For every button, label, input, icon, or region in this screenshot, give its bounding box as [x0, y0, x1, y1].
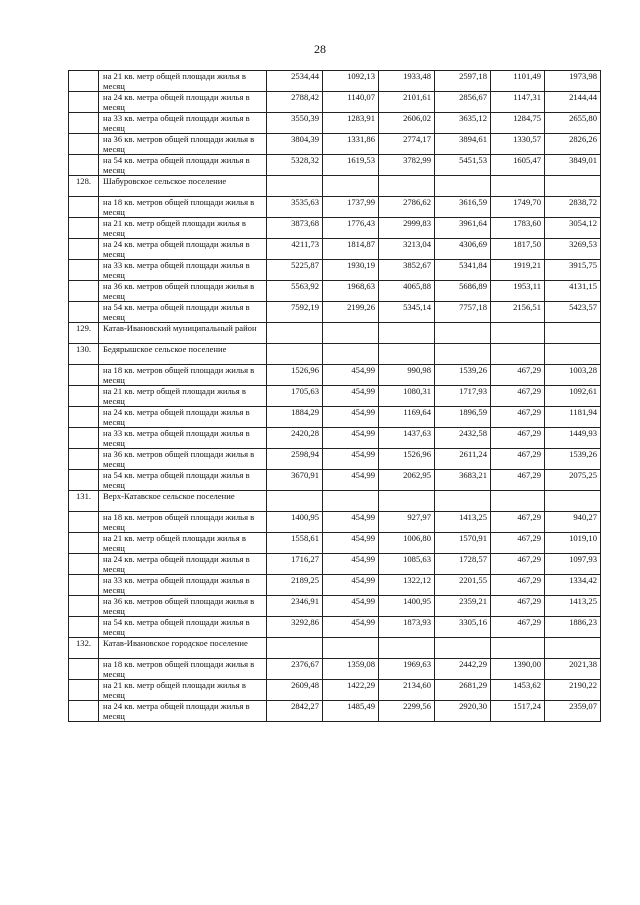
table-row: [69, 218, 601, 239]
row-label: Бедярышское сельское поселение: [99, 344, 267, 365]
value-cell: [491, 491, 545, 512]
table-row: [69, 680, 601, 701]
value-cell: 454,99: [323, 575, 379, 596]
row-number: [69, 659, 99, 680]
table-row: [69, 302, 601, 323]
row-label: на 24 кв. метра общей площади жилья в месяц: [99, 92, 267, 113]
value-cell: 2606,02: [379, 113, 435, 134]
value-cell: [379, 344, 435, 365]
value-cell: 1884,29: [267, 407, 323, 428]
row-number: [69, 260, 99, 281]
value-cell: 454,99: [323, 386, 379, 407]
value-cell: 467,29: [491, 449, 545, 470]
table-row: [69, 596, 601, 617]
value-cell: 1330,57: [491, 134, 545, 155]
value-cell: 1140,07: [323, 92, 379, 113]
row-label: на 24 кв. метра общей площади жилья в месяц: [99, 554, 267, 575]
value-cell: 2134,60: [379, 680, 435, 701]
value-cell: 1390,00: [491, 659, 545, 680]
value-cell: [491, 344, 545, 365]
value-cell: 3915,75: [545, 260, 601, 281]
row-label: на 33 кв. метра общей площади жилья в месяц: [99, 428, 267, 449]
row-label: на 36 кв. метров общей площади жилья в месяц: [99, 281, 267, 302]
value-cell: [267, 638, 323, 659]
value-cell: 1334,42: [545, 575, 601, 596]
value-cell: 4065,88: [379, 281, 435, 302]
value-cell: 1619,53: [323, 155, 379, 176]
value-cell: 2856,67: [435, 92, 491, 113]
value-cell: 2346,91: [267, 596, 323, 617]
row-number: [69, 155, 99, 176]
row-label: на 21 кв. метр общей площади жилья в месяц: [99, 71, 267, 92]
value-cell: 1147,31: [491, 92, 545, 113]
value-cell: 5345,14: [379, 302, 435, 323]
value-cell: 1886,23: [545, 617, 601, 638]
value-cell: 927,97: [379, 512, 435, 533]
value-cell: 1097,93: [545, 554, 601, 575]
value-cell: [545, 323, 601, 344]
value-cell: 1453,62: [491, 680, 545, 701]
value-cell: 467,29: [491, 575, 545, 596]
value-cell: 1814,87: [323, 239, 379, 260]
row-number: [69, 113, 99, 134]
value-cell: [323, 323, 379, 344]
row-label: на 21 кв. метр общей площади жилья в месяц: [99, 218, 267, 239]
table-body: [69, 71, 601, 722]
value-cell: 1413,25: [545, 596, 601, 617]
row-number: 129.: [69, 323, 99, 344]
tariff-table: [68, 70, 601, 722]
value-cell: 2189,25: [267, 575, 323, 596]
value-cell: 467,29: [491, 407, 545, 428]
value-cell: 2786,62: [379, 197, 435, 218]
value-cell: 7592,19: [267, 302, 323, 323]
table-row: [69, 701, 601, 722]
value-cell: 454,99: [323, 554, 379, 575]
row-label: на 54 кв. метра общей площади жилья в месяц: [99, 470, 267, 491]
value-cell: [267, 323, 323, 344]
row-number: 130.: [69, 344, 99, 365]
value-cell: 5423,57: [545, 302, 601, 323]
row-label: на 18 кв. метров общей площади жилья в месяц: [99, 365, 267, 386]
value-cell: 454,99: [323, 449, 379, 470]
table-row: [69, 470, 601, 491]
value-cell: 2842,27: [267, 701, 323, 722]
value-cell: [323, 638, 379, 659]
value-cell: 1400,95: [379, 596, 435, 617]
value-cell: 940,27: [545, 512, 601, 533]
value-cell: [545, 176, 601, 197]
table-row: [69, 260, 601, 281]
row-label: на 36 кв. метров общей площади жилья в месяц: [99, 596, 267, 617]
value-cell: 454,99: [323, 407, 379, 428]
row-number: 128.: [69, 176, 99, 197]
row-number: [69, 596, 99, 617]
value-cell: 1783,60: [491, 218, 545, 239]
value-cell: [491, 176, 545, 197]
value-cell: 454,99: [323, 512, 379, 533]
value-cell: 3683,21: [435, 470, 491, 491]
value-cell: 467,29: [491, 470, 545, 491]
value-cell: 1717,93: [435, 386, 491, 407]
value-cell: 2597,18: [435, 71, 491, 92]
value-cell: [323, 344, 379, 365]
value-cell: [267, 344, 323, 365]
value-cell: 3894,61: [435, 134, 491, 155]
value-cell: 1003,28: [545, 365, 601, 386]
value-cell: 1006,80: [379, 533, 435, 554]
row-number: [69, 701, 99, 722]
table-row: [69, 386, 601, 407]
value-cell: [379, 176, 435, 197]
row-label: на 36 кв. метров общей площади жилья в месяц: [99, 134, 267, 155]
value-cell: 4131,15: [545, 281, 601, 302]
value-cell: 2420,28: [267, 428, 323, 449]
value-cell: 2609,48: [267, 680, 323, 701]
value-cell: 467,29: [491, 365, 545, 386]
value-cell: 1969,63: [379, 659, 435, 680]
value-cell: 3849,01: [545, 155, 601, 176]
page-number: 28: [314, 42, 326, 56]
value-cell: 467,29: [491, 512, 545, 533]
table-row: [69, 113, 601, 134]
table-row: [69, 281, 601, 302]
value-cell: 3550,39: [267, 113, 323, 134]
value-cell: 454,99: [323, 617, 379, 638]
row-label: на 54 кв. метра общей площади жилья в месяц: [99, 302, 267, 323]
value-cell: 1101,49: [491, 71, 545, 92]
value-cell: 1413,25: [435, 512, 491, 533]
row-label: на 18 кв. метров общей площади жилья в месяц: [99, 197, 267, 218]
value-cell: 2156,51: [491, 302, 545, 323]
row-label: на 18 кв. метров общей площади жилья в месяц: [99, 659, 267, 680]
row-number: [69, 470, 99, 491]
value-cell: 1817,50: [491, 239, 545, 260]
row-number: [69, 449, 99, 470]
value-cell: [435, 323, 491, 344]
value-cell: 1930,19: [323, 260, 379, 281]
value-cell: 467,29: [491, 386, 545, 407]
value-cell: 1570,91: [435, 533, 491, 554]
row-label: на 36 кв. метров общей площади жилья в месяц: [99, 449, 267, 470]
table-row: [69, 92, 601, 113]
table-row: [69, 365, 601, 386]
value-cell: 2826,26: [545, 134, 601, 155]
value-cell: [267, 176, 323, 197]
value-cell: 2075,25: [545, 470, 601, 491]
value-cell: 1973,98: [545, 71, 601, 92]
value-cell: 2681,29: [435, 680, 491, 701]
table-row: [69, 659, 601, 680]
value-cell: 1716,27: [267, 554, 323, 575]
value-cell: 3804,39: [267, 134, 323, 155]
table-row: [69, 638, 601, 659]
value-cell: 467,29: [491, 554, 545, 575]
value-cell: 3782,99: [379, 155, 435, 176]
value-cell: 3635,12: [435, 113, 491, 134]
value-cell: 1776,43: [323, 218, 379, 239]
value-cell: 2359,21: [435, 596, 491, 617]
row-number: [69, 407, 99, 428]
value-cell: 3269,53: [545, 239, 601, 260]
value-cell: 5686,89: [435, 281, 491, 302]
row-number: [69, 302, 99, 323]
table-row: [69, 575, 601, 596]
value-cell: 3873,68: [267, 218, 323, 239]
row-label: на 18 кв. метров общей площади жилья в месяц: [99, 512, 267, 533]
row-label: на 21 кв. метр общей площади жилья в месяц: [99, 680, 267, 701]
value-cell: [545, 491, 601, 512]
value-cell: 3054,12: [545, 218, 601, 239]
table-row: [69, 323, 601, 344]
value-cell: 2788,42: [267, 92, 323, 113]
value-cell: 2611,24: [435, 449, 491, 470]
value-cell: 1526,96: [379, 449, 435, 470]
table-row: [69, 533, 601, 554]
value-cell: [267, 491, 323, 512]
row-label: Катав-Ивановский муниципальный район: [99, 323, 267, 344]
value-cell: [491, 323, 545, 344]
value-cell: 1359,08: [323, 659, 379, 680]
row-number: [69, 680, 99, 701]
table-row: [69, 428, 601, 449]
value-cell: 1181,94: [545, 407, 601, 428]
value-cell: 1400,95: [267, 512, 323, 533]
table-row: [69, 176, 601, 197]
value-cell: 1080,31: [379, 386, 435, 407]
value-cell: 2021,38: [545, 659, 601, 680]
row-label: на 21 кв. метр общей площади жилья в месяц: [99, 533, 267, 554]
value-cell: 5225,87: [267, 260, 323, 281]
value-cell: [323, 176, 379, 197]
value-cell: 3852,67: [379, 260, 435, 281]
row-label: на 24 кв. метра общей площади жилья в месяц: [99, 239, 267, 260]
value-cell: [435, 344, 491, 365]
value-cell: 2376,67: [267, 659, 323, 680]
value-cell: 2432,58: [435, 428, 491, 449]
value-cell: [323, 491, 379, 512]
row-label: на 21 кв. метр общей площади жилья в месяц: [99, 386, 267, 407]
value-cell: 1437,63: [379, 428, 435, 449]
row-label: Верх-Катавское сельское поселение: [99, 491, 267, 512]
row-label: Шабуровское сельское поселение: [99, 176, 267, 197]
value-cell: 5341,84: [435, 260, 491, 281]
value-cell: 1737,99: [323, 197, 379, 218]
value-cell: 5451,53: [435, 155, 491, 176]
value-cell: 1558,61: [267, 533, 323, 554]
row-number: [69, 554, 99, 575]
value-cell: 1953,11: [491, 281, 545, 302]
table-row: [69, 239, 601, 260]
value-cell: 3961,64: [435, 218, 491, 239]
value-cell: 1919,21: [491, 260, 545, 281]
table-row: [69, 344, 601, 365]
value-cell: [379, 491, 435, 512]
value-cell: 3535,63: [267, 197, 323, 218]
value-cell: 1933,48: [379, 71, 435, 92]
value-cell: 2774,17: [379, 134, 435, 155]
row-label: на 33 кв. метра общей площади жилья в месяц: [99, 260, 267, 281]
value-cell: 1019,10: [545, 533, 601, 554]
value-cell: 2199,26: [323, 302, 379, 323]
value-cell: 454,99: [323, 428, 379, 449]
row-number: 131.: [69, 491, 99, 512]
row-number: [69, 239, 99, 260]
value-cell: 1873,93: [379, 617, 435, 638]
value-cell: 2534,44: [267, 71, 323, 92]
table-row: [69, 197, 601, 218]
value-cell: 5328,32: [267, 155, 323, 176]
row-number: [69, 197, 99, 218]
value-cell: 1283,91: [323, 113, 379, 134]
value-cell: 1322,12: [379, 575, 435, 596]
value-cell: 1728,57: [435, 554, 491, 575]
value-cell: 2655,80: [545, 113, 601, 134]
table-row: [69, 491, 601, 512]
value-cell: 2442,29: [435, 659, 491, 680]
value-cell: 3670,91: [267, 470, 323, 491]
value-cell: [379, 638, 435, 659]
table-row: [69, 617, 601, 638]
row-number: 132.: [69, 638, 99, 659]
value-cell: 1705,63: [267, 386, 323, 407]
value-cell: 1284,75: [491, 113, 545, 134]
row-label: на 54 кв. метра общей площади жилья в месяц: [99, 617, 267, 638]
value-cell: 454,99: [323, 533, 379, 554]
value-cell: 1605,47: [491, 155, 545, 176]
value-cell: 454,99: [323, 470, 379, 491]
value-cell: 1092,13: [323, 71, 379, 92]
row-number: [69, 575, 99, 596]
value-cell: 1449,93: [545, 428, 601, 449]
value-cell: 2101,61: [379, 92, 435, 113]
value-cell: 467,29: [491, 617, 545, 638]
value-cell: 2190,22: [545, 680, 601, 701]
value-cell: 1517,24: [491, 701, 545, 722]
table-row: [69, 449, 601, 470]
value-cell: 1092,61: [545, 386, 601, 407]
table-row: [69, 155, 601, 176]
value-cell: 2062,95: [379, 470, 435, 491]
value-cell: 2999,83: [379, 218, 435, 239]
row-label: Катав-Ивановское городское поселение: [99, 638, 267, 659]
value-cell: 1331,86: [323, 134, 379, 155]
row-number: [69, 218, 99, 239]
row-number: [69, 428, 99, 449]
row-number: [69, 617, 99, 638]
value-cell: 2598,94: [267, 449, 323, 470]
value-cell: 467,29: [491, 428, 545, 449]
row-number: [69, 512, 99, 533]
value-cell: 2201,55: [435, 575, 491, 596]
value-cell: 2838,72: [545, 197, 601, 218]
row-number: [69, 386, 99, 407]
value-cell: 454,99: [323, 365, 379, 386]
value-cell: 1749,70: [491, 197, 545, 218]
table-row: [69, 554, 601, 575]
value-cell: 1539,26: [435, 365, 491, 386]
value-cell: 3292,86: [267, 617, 323, 638]
value-cell: 7757,18: [435, 302, 491, 323]
value-cell: 1539,26: [545, 449, 601, 470]
value-cell: 454,99: [323, 596, 379, 617]
table-row: [69, 512, 601, 533]
value-cell: 990,98: [379, 365, 435, 386]
row-number: [69, 71, 99, 92]
table-row: [69, 134, 601, 155]
value-cell: 2299,56: [379, 701, 435, 722]
value-cell: [435, 491, 491, 512]
row-number: [69, 281, 99, 302]
row-label: на 33 кв. метра общей площади жилья в месяц: [99, 113, 267, 134]
row-label: на 24 кв. метра общей площади жилья в месяц: [99, 701, 267, 722]
row-number: [69, 533, 99, 554]
value-cell: 2920,30: [435, 701, 491, 722]
row-number: [69, 92, 99, 113]
value-cell: [435, 638, 491, 659]
table-row: [69, 407, 601, 428]
table-row: [69, 71, 601, 92]
value-cell: 3305,16: [435, 617, 491, 638]
value-cell: 2144,44: [545, 92, 601, 113]
value-cell: 1968,63: [323, 281, 379, 302]
value-cell: 2359,07: [545, 701, 601, 722]
value-cell: 5563,92: [267, 281, 323, 302]
value-cell: [545, 344, 601, 365]
value-cell: 4306,69: [435, 239, 491, 260]
value-cell: 4211,73: [267, 239, 323, 260]
row-number: [69, 365, 99, 386]
value-cell: 1169,64: [379, 407, 435, 428]
value-cell: 467,29: [491, 533, 545, 554]
row-label: на 54 кв. метра общей площади жилья в месяц: [99, 155, 267, 176]
value-cell: [491, 638, 545, 659]
value-cell: 3213,04: [379, 239, 435, 260]
value-cell: [435, 176, 491, 197]
value-cell: 3616,59: [435, 197, 491, 218]
value-cell: 467,29: [491, 596, 545, 617]
value-cell: [379, 323, 435, 344]
row-label: на 33 кв. метра общей площади жилья в месяц: [99, 575, 267, 596]
value-cell: [545, 638, 601, 659]
row-number: [69, 134, 99, 155]
value-cell: 1896,59: [435, 407, 491, 428]
row-label: на 24 кв. метра общей площади жилья в месяц: [99, 407, 267, 428]
value-cell: 1526,96: [267, 365, 323, 386]
value-cell: 1485,49: [323, 701, 379, 722]
value-cell: 1422,29: [323, 680, 379, 701]
value-cell: 1085,63: [379, 554, 435, 575]
